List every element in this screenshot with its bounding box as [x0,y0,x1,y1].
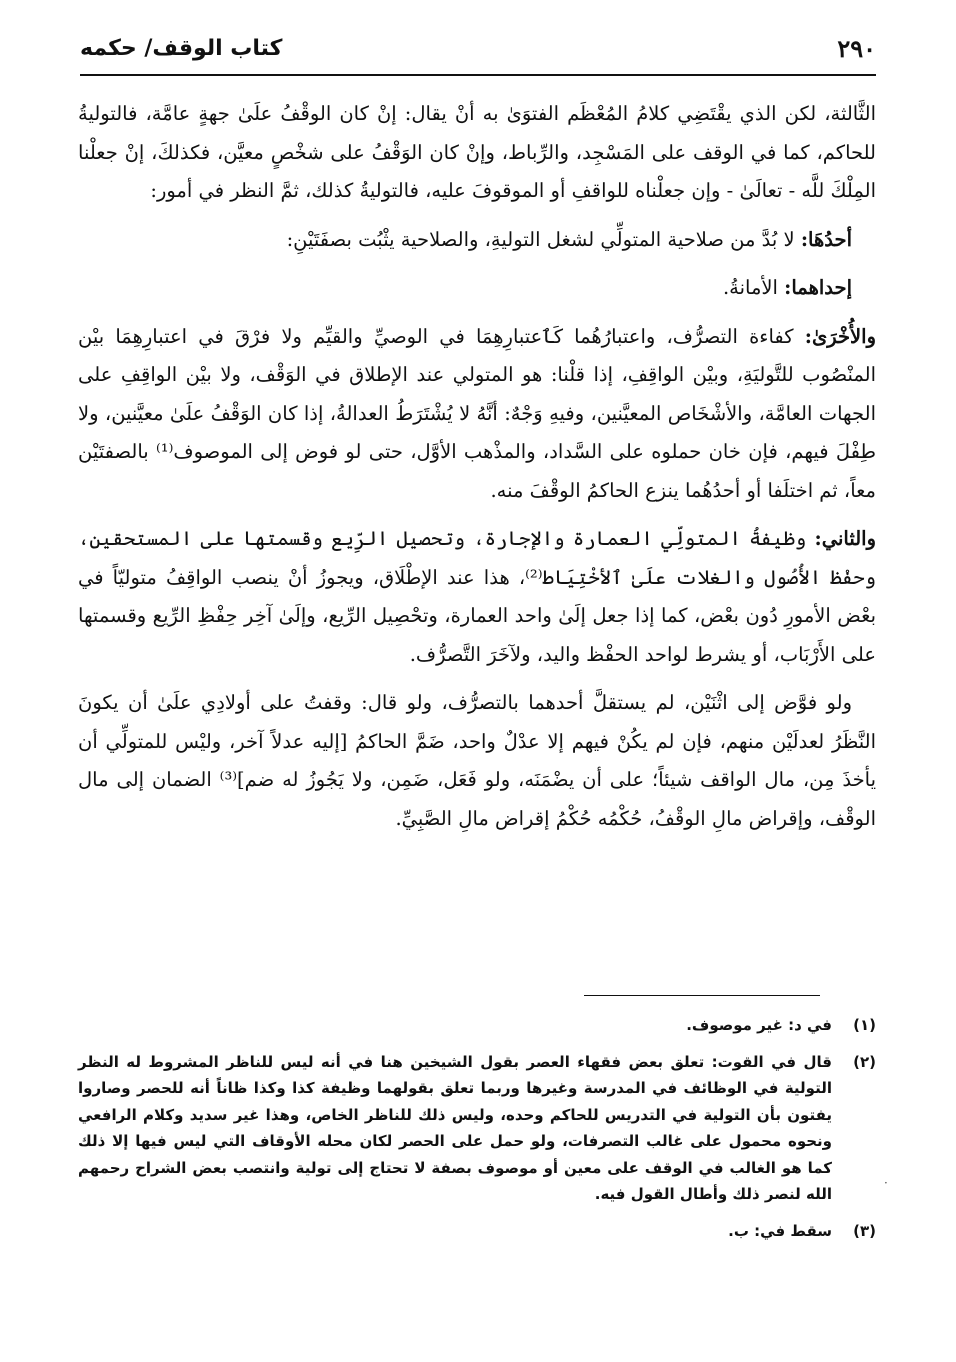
paragraph-lead: والأُخْرَىٰ: [804,324,876,348]
footnote-1 [78,1012,876,1039]
paragraph-first-matter [78,221,876,260]
paragraph-lead: أحدُهَا: [800,227,852,251]
paragraph-trust [78,269,876,308]
page-header [80,30,876,76]
paragraph-lead: إحداهما: [784,276,852,299]
footnotes [78,1012,876,1254]
footnote-number: (٢) [853,1052,876,1071]
paragraph-lead: والثاني: [814,527,876,550]
footnote-text: في د: غير موصوف. [686,1016,832,1034]
paragraph-competence [78,318,876,511]
paragraph-body: لا بُدَّ من صلاحية المتولِّي لشغل التوليةِ، والصلاحية يثْبُت بصفَتَيْنِ: [286,227,801,251]
footnote-3 [78,1218,876,1245]
running-title: كتاب الوقف/ حكمه [80,36,283,61]
footnote-text: سقط في: ب. [728,1221,832,1240]
footnote-number: (١) [853,1016,876,1034]
main-text [78,95,876,848]
footnote-2 [78,1049,876,1208]
paragraph-body: الأمانةُ. [722,276,785,299]
footnote-divider [584,995,820,996]
footnote-text: قال في القوت: تعلق بعض فقهاء العصر بقول الشيخين هنا في أنه ليس للناظر المشروط له النظر التولية في الوظائف في المدرسة وغيرها وربما تعلق بقولهما وظيفة كذا وكذا ظاناً أنه للحصر وصاروا يفتون بأن التولية في التدريس للحاكم وحده، وليس ذلك للناظر الخاص، وهذا غير سديد وكلام الرافعي ونحوه محمول على غالب التصرفات، ولو حمل على الحصر لكان محله الأوقاف التي ليس فيها إلا ذلك كما هو الغالب في الوقف على معين أو موصوف بصفة لا تحتاج إلى تولية وانتصب بعض الشراح رحمهم الله لنصر ذلك وأطال القول فيه. [78,1052,832,1203]
paragraph-third-opinion: الثَّالثة، لكن الذي يقْتَضِي كلامُ المُعْظَم الفتوَىٰ به أنْ يقال: إنْ كان الوقْفُ علَىٰ جهةٍ عامَّة، فالتوليةُ للحاكم، كما في الوقف على المَسْجِد، والرِّباط، وإنْ كان الوَقْفُ على شخْصٍ معيَّن، فكذلكَ، إنْ جعلْنا المِلْكَ للَّه - تعالَىٰ - وإن جعلْناه للواقفِ أو الموقوفَ عليه، فالتوليةُ كذلك، ثمَّ النظر في أمور: [78,102,876,202]
paragraph-two-trustees: ولو فوَّض إلى اثْنَيْن، لم يستقلَّ أحدهما بالتصرُّف، ولو قال: وقفتُ على أولادِي علَىٰ أن يكونَ النَّظَرُ لعدلَيْن منهم، فإن لم يكُنْ فيهم إلا عدْلٌ واحد، ضَمَّ الحاكمُ [إليه عدلاً آخر، وليْس للمتولِّي أن يأخذَ مِن، مال الواقف شيئاً؛ على أن يضْمَنَه، ولو فَعَل، ضَمِن، ولا يَجُوزُ له ضم]⁽³⁾ الضمان إلى مال الوقْف، وإقراض مالِ الوقْفُ، حُكْمُه حُكْمُ إقراض مالِ الصَّبِيِّ. [78,691,876,830]
paragraph-second-matter [78,520,876,674]
paragraph-body: وظيفةُ المتولِّي العمارة والإجارة، وتحصيل الرِّيع وقسمتها على المستحقين، وحفْظ الأُصُول والغلات علَىٰ ٱلأخْتِيَاط⁽²⁾، هذا عند الإطْلَاق، ويجوزُ أنْ ينصب الواقِفُ متوليّاً في بعْض الأمورِ دُون بعْض، كما إذا جعل إلَىٰ واحد العمارة، وتحْصِيل الرِّيع، وإلَىٰ آخِر حِفْظِ الرِّيع وقسمتها على الأَرْبَاب، أو يشرط لواحد الحفْظ واليد، ولآخَرَ التَّصرُّف. [78,527,877,666]
footnote-number: (٣) [853,1221,876,1240]
margin-speck: · [884,1176,888,1190]
page-number: ٢٩٠ [837,34,876,63]
paragraph-body: كفاءة التصرُّف، واعتبارُهُما كَٱعتبارِهِمَا في الوصيِّ والقيِّم ولا فرْقَ في اعتبارِهِمَا بيْن المنْصُوب للتَّوليَةِ، وبيْن الواقِفِ، إذا قلْنا: هو المتولي عند الإطلاق في الوَقْف، ولا بيْن الواقِفِ على الجهات العامَّة، والأشْخَاص المعيَّنين، وفيهِ وَجْهٌ: أنَّهُ لا يُشْتَرَطُ العدالةُ، إذا كان الوَقْفُ علَىٰ معيَّنين، ولا طِفْلَ فيهم، فإن خان حملوه على السَّداد، والمذْهب الأوَّل، حتى لو فوض إلى الموصوف⁽¹⁾ بالصفتَيْن معاً، ثم اختلَفا أو أحدُهُما ينزع الحاكمُ الوقْفَ منه. [78,324,876,502]
